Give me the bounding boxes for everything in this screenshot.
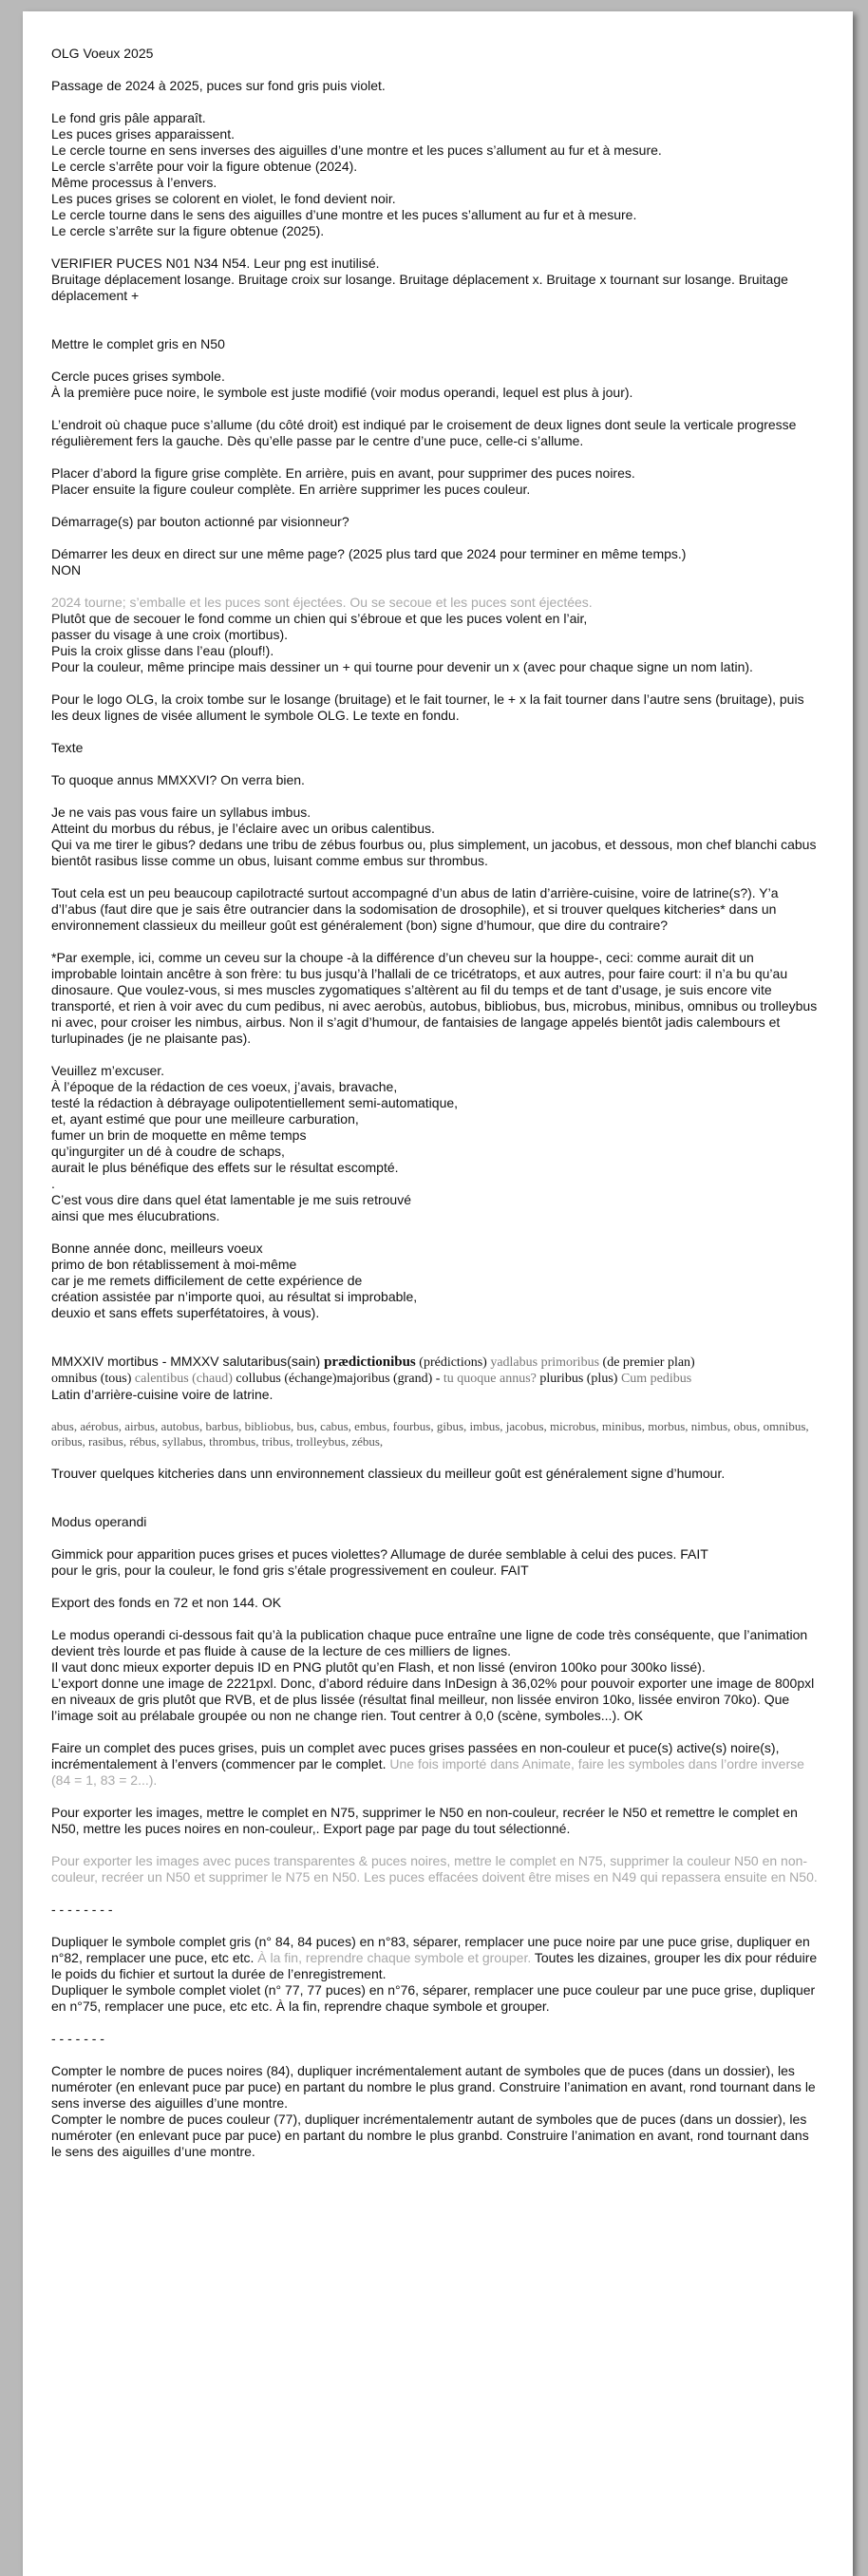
modus-p7b: À la fin, reprendre chaque symbole et grouper. bbox=[257, 1950, 532, 1965]
modus-p7a: Dupliquer le symbole complet gris (n° 84, 84 puces) en n°83, séparer, remplacer une puce noire par une puce grise, dupliquer en n°82, remplacer une puce, etc etc. bbox=[51, 1934, 810, 1965]
complet-p5: Démarrer les deux en direct sur une même page? (2025 plus tard que 2024 pour terminer en même temps.) NON bbox=[51, 546, 687, 578]
complet-p4: Démarrage(s) par bouton actionné par visionneur? bbox=[51, 514, 349, 529]
latin-after: Trouver quelques kitcheries dans unn environnement classieux du meilleur goût est généralement signe d’humour. bbox=[51, 1466, 726, 1481]
complet-p3: Placer d’abord la figure grise complète. En arrière, puis en avant, pour supprimer des puces noires. Placer ensuite la figure couleur complète. En arrière supprimer les puces couleur. bbox=[51, 465, 635, 497]
modus-p7c: Toutes les dizaines, grouper les dix pour réduire le poids du fichier et surtout la durée de l’enregistrement. Dupliquer le symbole complet violet (n° 77, 77 puces) en n°76, séparer, remplacer une puce couleur par une puce grise, dupliquer en n°75, remplacer une puce, etc etc. À la fin, reprendre chaque symbole et grouper. bbox=[51, 1950, 818, 2014]
latin-line bbox=[51, 1354, 821, 1387]
latin-t8: collubus (échange) bbox=[236, 1372, 337, 1386]
complet-heading: Mettre le complet gris en N50 bbox=[51, 336, 225, 351]
modus-p4 bbox=[51, 1740, 821, 1789]
texte-p1: To quoque annus MMXXVI? On verra bien. bbox=[51, 772, 305, 787]
modus-p3: Le modus operandi ci-dessous fait qu’à la publication chaque puce entraîne une ligne de code très conséquente, que l’animation devient très lourde et pas fluide à cause de la lecture de ces milliers de lignes. Il vaut donc mieux exporter depuis ID en PNG plutôt qu’en Flash, et non lissé (environ 100ko pour 300ko lissé). L’export donne une image de 2221pxl. Donc, d’abord réduire dans InDesign à 36,02% pour pouvoir exporter une image de 800pxl en niveaux de gris plutôt que RVB, et de plus lissée (résultat final meilleur, non lissée environ 10ko, lissée environ 70ko). Que l’image soit au prélabale groupée ou non ne change rien. Tout centrer à 0,0 (scène, symboles...). OK bbox=[51, 1627, 815, 1723]
latin-t3: (prédictions) bbox=[415, 1355, 491, 1370]
latin-t7: calentibus (chaud) bbox=[134, 1372, 236, 1386]
modus-p1: Gimmick pour apparition puces grises et puces violettes? Allumage de durée semblable à celui des puces. FAIT pour le gris, pour la couleur, le fond gris s’étale progressivement en couleur. FAIT bbox=[51, 1546, 708, 1578]
modus-p4b: Une fois importé dans Animate, faire les symboles dans l’ordre inverse (84 = 1, 83 = 2...). bbox=[51, 1756, 804, 1788]
modus-p4a: Faire un complet des puces grises, puis un complet avec puces grises passées en non-couleur et puce(s) active(s) noire(s), incrémentalement à l’envers (commencer par le complet. bbox=[51, 1740, 780, 1771]
modus-p6-gray: Pour exporter les images avec puces transparentes & puces noires, mettre le complet en N75, supprimer la couleur N50 en non-couleur, recréer un N50 et supprimer le N75 en N50. Les puces effacées doivent être mises en N49 qui repassera ensuite en N50. bbox=[51, 1853, 818, 1885]
latin-t10: tu quoque annus? bbox=[443, 1372, 537, 1386]
modus-p8: Compter le nombre de puces noires (84), dupliquer incrémentalement autant de symboles que de puces (dans un dossier), les numéroter (en enlevant puce par puce) en partant du nombre le plus grand. Construire l’animation en avant, rond tournant dans le sens inverse des aiguilles d’une montre. Compter le nombre de puces couleur (77), dupliquer incrémentalementr autant de symboles que de puces (dans un dossier), les numéroter (en enlevant puce par puce) en partant du nombre le plus granbd. Construire l’animation en avant, rond tournant dans le sens des aiguilles d’une montre. bbox=[51, 2063, 816, 2159]
latin-t12: Cum pedibus bbox=[620, 1372, 692, 1386]
texte-p5: Veuillez m’excuser. À l’époque de la rédaction de ces voeux, j’avais, bravache, testé la rédaction à débrayage oulipotentiellement semi-automatique, et, ayant estimé que pour une meilleure carburation, fumer un brin de moquette en même temps qu’ingurgiter un dé à coudre de schaps, aurait le plus bénéfique des effets sur le résultat escompté. . bbox=[51, 1063, 459, 1191]
texte-p3: Tout cela est un peu beaucoup capilotracté surtout accompagné d’un abus de latin d’arrière-cuisine, voire de latrine(s?). Y’a d’l’abus (faut dire que je sais être outrancier dans la sodomisation de drosophile), et si trouver quelques kitcheries* dans un environnement classieux du meilleur goût est généralement (bon) signe d’humour, que dire du contraire? bbox=[51, 885, 779, 933]
texte-p7: Bonne année donc, meilleurs voeux primo de bon rétablissement à moi-même car je me remets difficilement de cette expérience de création assistée par n’importe quoi, au résultat si improbable, deuxio et sans effets superfétatoires, à vous). bbox=[51, 1241, 418, 1320]
complet-p7: Pour le logo OLG, la croix tombe sur le losange (bruitage) et le fait tourner, le + x la fait tourner dans l’autre sens (bruitage), puis les deux lignes de visée allument le symbole OLG. Le texte en fondu. bbox=[51, 691, 804, 723]
modus-p5: Pour exporter les images, mettre le complet en N75, supprimer le N50 en non-couleur, recréer le N50 et remettre le complet en N50, mettre les puces noires en non-couleur,. Export page par page du tout sélectionné. bbox=[51, 1805, 798, 1836]
complet-p2: L’endroit où chaque puce s’allume (du côté droit) est indiqué par le croisement de deux lignes dont seule la verticale progresse régulièrement fers la gauche. Dès qu’elle passe par le centre d’une puce, celle-ci s’allume. bbox=[51, 417, 797, 448]
intro-passage: Passage de 2024 à 2025, puces sur fond gris puis violet. bbox=[51, 78, 386, 93]
latin-t5: (de premier plan) bbox=[599, 1355, 695, 1370]
texte-p4: *Par exemple, ici, comme un ceveu sur la choupe -à la différence d’un cheveu sur la houppe-, ceci: comme aurait dit un improbable lointain ancêtre à son frère: tu bus jusqu’à l’hallali de ce tricétratops, et aux autres, pour faire court: il n’a bu qu’au dinosaure. Que voulez-vous, si mes muscles zygomatiques s’altèrent au fil du temps et de tant d’usage, je suis encore vite transporté, et rien à voir avec du cum pedibus, ni avec aerobùs, autobus, bibliobus, bus, microbus, minibus, omnibus ou trolleybus ni avec, pour croiser les nimbus, airbus. Non il s’agit d’humour, de fantaisies de langage appelés bientôt jadis calembours et turlupinades (je ne plaisante pas). bbox=[51, 950, 818, 1046]
latin-t13: Latin d’arrière-cuisine voire de latrine. bbox=[51, 1387, 274, 1402]
texte-p6: C’est vous dire dans quel état lamentable je me suis retrouvé ainsi que mes élucubrations. bbox=[51, 1192, 411, 1223]
texte-heading: Texte bbox=[51, 740, 84, 755]
latin-t1: MMXXIV mortibus - MMXXV salutaribus(sain) bbox=[51, 1354, 325, 1369]
modus-heading: Modus operandi bbox=[51, 1514, 147, 1529]
doc-title: OLG Voeux 2025 bbox=[51, 46, 154, 61]
complet-p1: Cercle puces grises symbole. À la première puce noire, le symbole est juste modifié (voir modus operandi, lequel est plus à jour). bbox=[51, 369, 633, 400]
complet-p6-gray: 2024 tourne; s’emballe et les puces sont éjectées. Ou se secoue et les puces sont éjectées. bbox=[51, 595, 593, 610]
separator-1: - - - - - - - - bbox=[51, 1902, 113, 1917]
latin-t9: majoribus (grand) - bbox=[336, 1372, 443, 1386]
complet-p6: Plutôt que de secouer le fond comme un chien qui s’ébroue et que les puces volent en l’air, passer du visage à une croix (mortibus). Puis la croix glisse dans l’eau (plouf!). Pour la couleur, même principe mais dessiner un + qui tourne pour devenir un x (avec pour chaque signe un nom latin). bbox=[51, 611, 753, 674]
latin-t6: omnibus (tous) bbox=[51, 1372, 135, 1386]
texte-p2: Je ne vais pas vous faire un syllabus imbus. Atteint du morbus du rébus, je l’éclaire avec un oribus calentibus. Qui va me tirer le gibus? dedans une tribu de zébus fourbus ou, plus simplement, un jacobus, et dessous, mon chef blanchi cabus bientôt rasibus lisse comme un obus, luisant comme embus sur thrombus. bbox=[51, 805, 817, 868]
modus-p2: Export des fonds en 72 et non 144. OK bbox=[51, 1595, 282, 1610]
latin-t4: yadlabus primoribus bbox=[490, 1355, 600, 1370]
separator-2: - - - - - - - bbox=[51, 2031, 104, 2046]
latin-t11: pluribus (plus) bbox=[536, 1372, 621, 1386]
latin-words: abus, aérobus, airbus, autobus, barbus, bibliobus, bus, cabus, embus, fourbus, gibus, imbus, jacobus, microbus, minibus, morbus, nimbus, obus, omnibus, oribus, rasibus, rébus, syllabus, thrombus, tribus, trolleybus, zébus, bbox=[51, 1419, 809, 1449]
latin-t2: prædictionibus bbox=[324, 1354, 416, 1370]
modus-p7 bbox=[51, 1934, 821, 2015]
document-page bbox=[23, 11, 853, 2576]
intro-steps: Le fond gris pâle apparaît. Les puces grises apparaissent. Le cercle tourne en sens inverses des aiguilles d’une montre et les puces s’allument au fur et à mesure. Le cercle s’arrête pour voir la figure obtenue (2024). Même processus à l’envers. Les puces grises se colorent en violet, le fond devient noir. Le cercle tourne dans le sens des aiguilles d’une montre et les puces s’allument au fur et à mesure. Le cercle s’arrête sur la figure obtenue (2025). bbox=[51, 110, 662, 238]
intro-verifier: VERIFIER PUCES N01 N34 N54. Leur png est inutilisé. Bruitage déplacement losange. Bruitage croix sur losange. Bruitage déplacement x. Bruitage x tournant sur losange. Bruitage déplacement + bbox=[51, 256, 788, 303]
